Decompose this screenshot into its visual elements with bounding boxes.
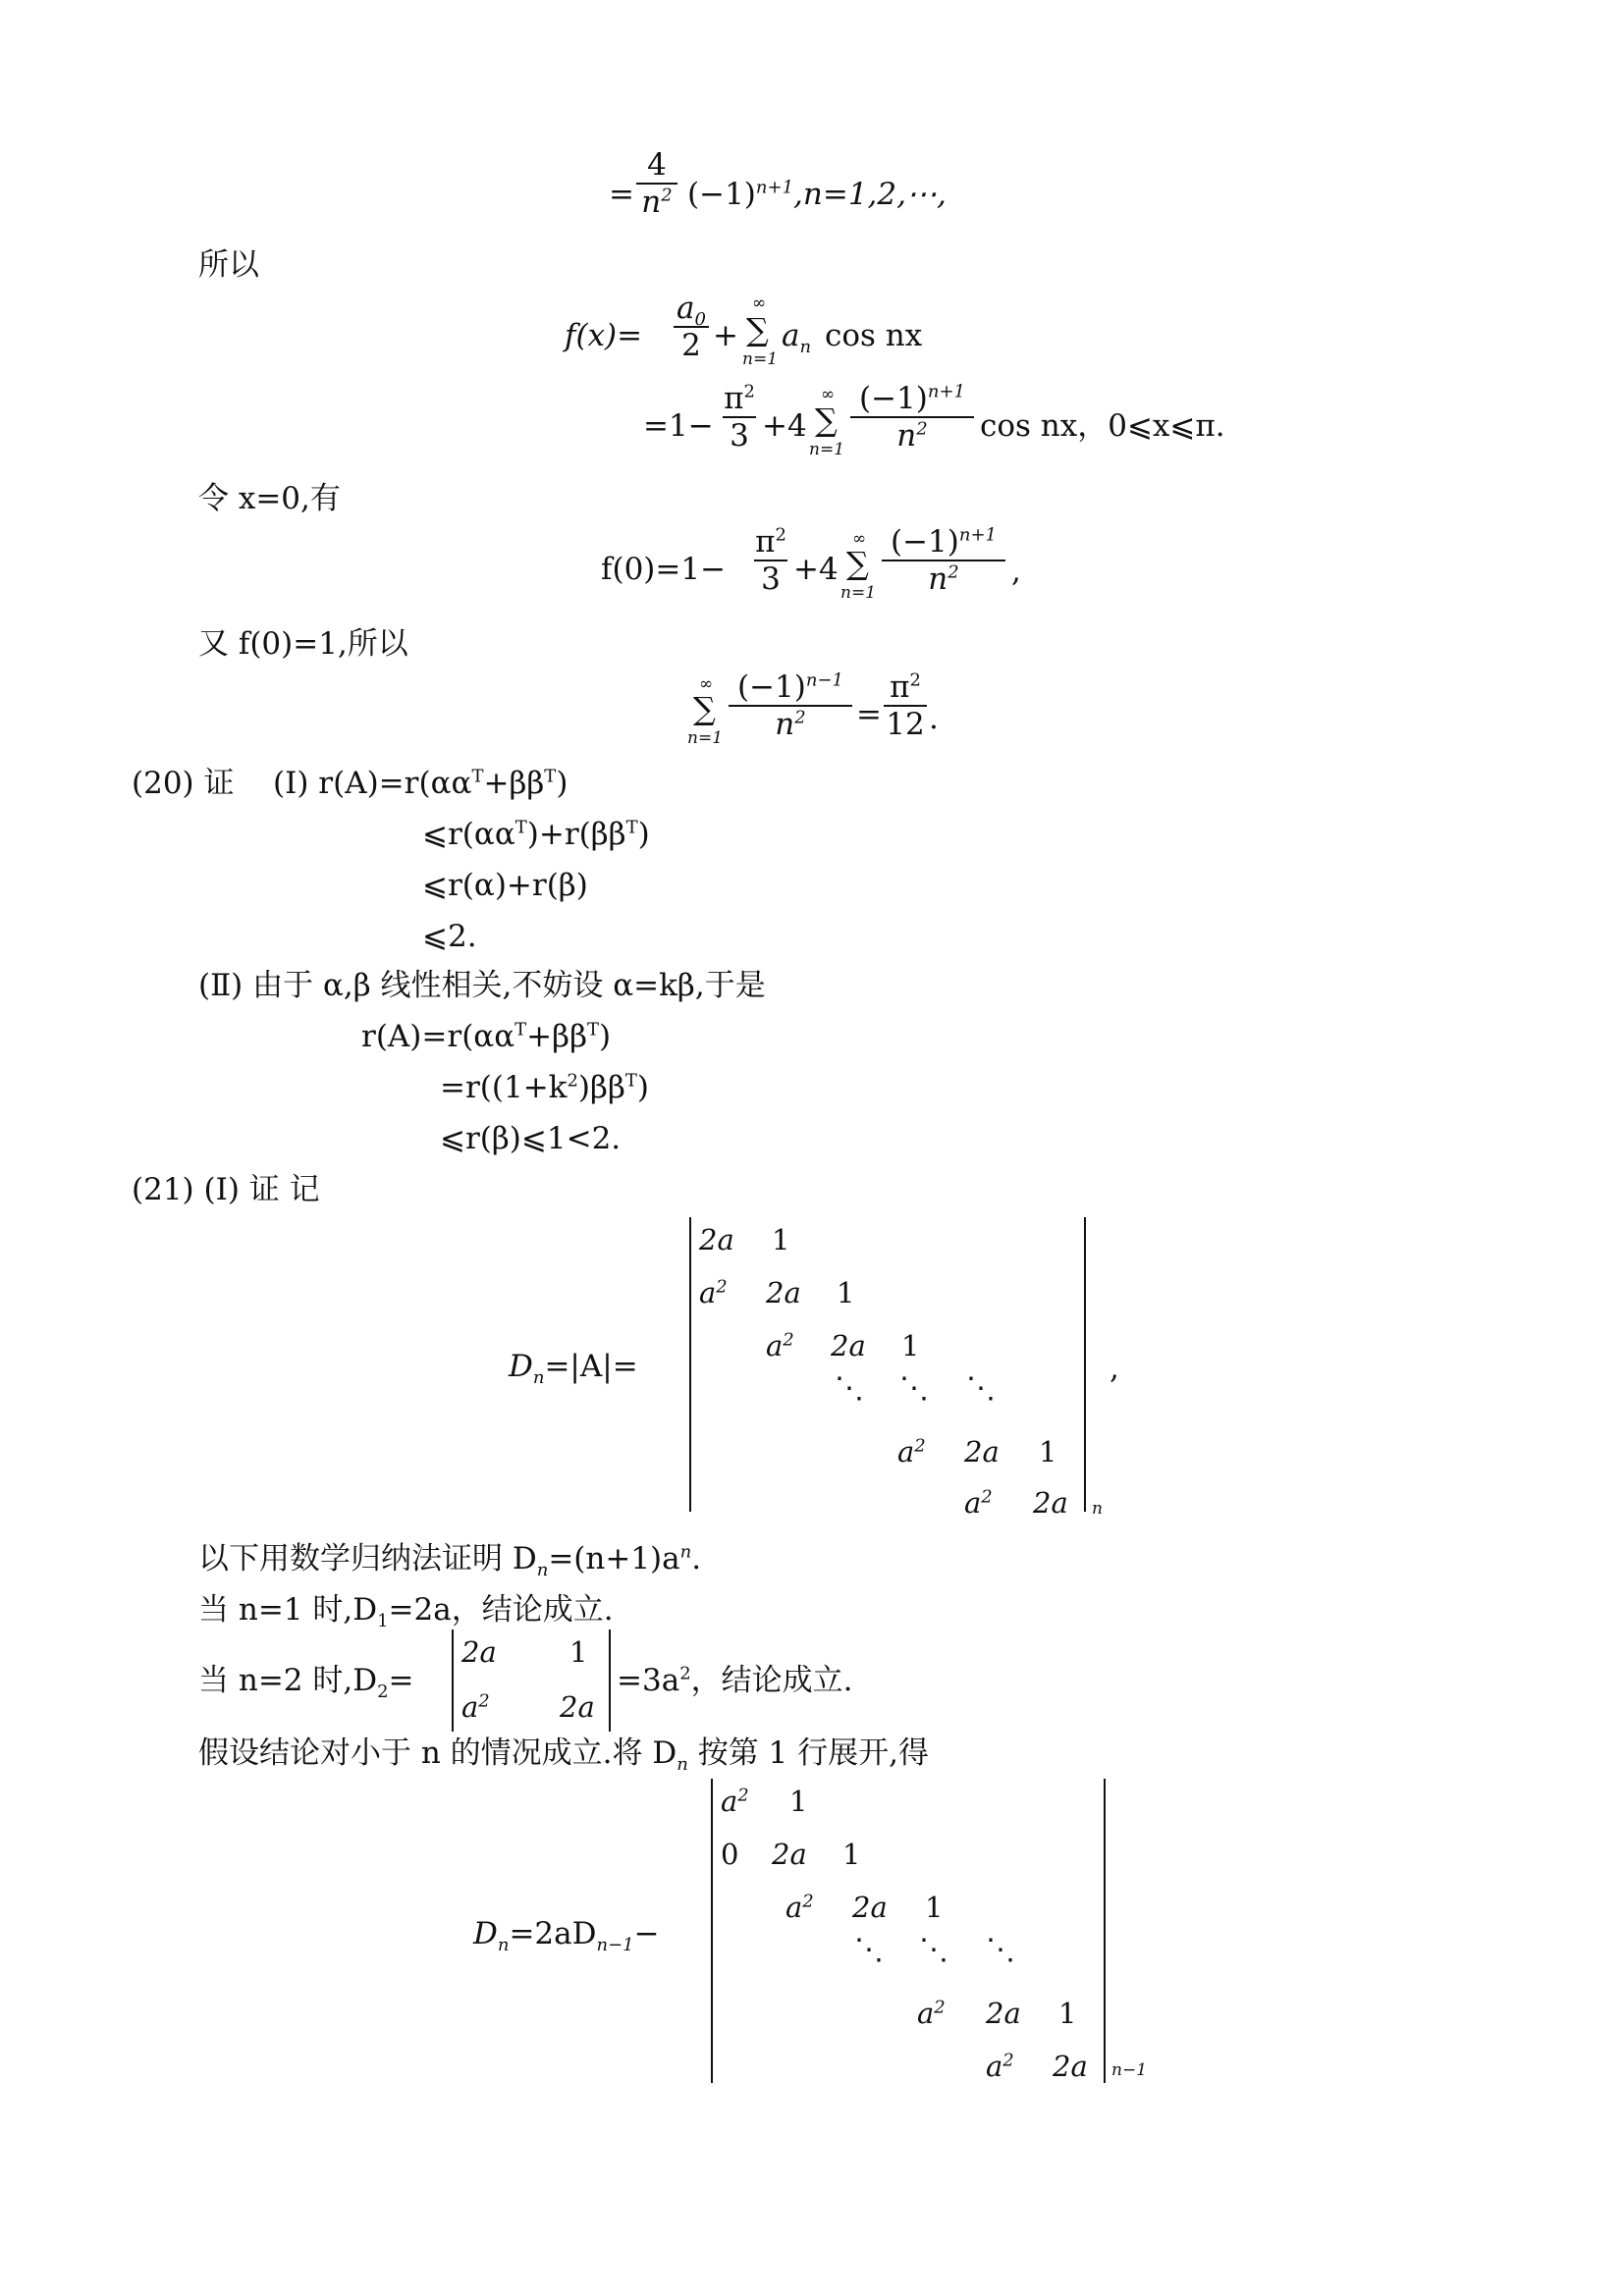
fx-lhs: f(x)= (565, 318, 643, 353)
diag-dots: ⋱ (966, 1371, 996, 1406)
sum-bottom: n=1 (742, 349, 779, 369)
frac-num: $(-1)^{n-1}$ (736, 669, 844, 705)
det-cell: 1 (837, 1276, 855, 1309)
induct-line: 以下用数学归纳法证明 $D_n=(n+1)a^n$. (198, 1541, 702, 1581)
det3-cell: 2a (1053, 2050, 1088, 2083)
fraction-a0-over-2 (674, 291, 709, 363)
frac-num: $(-1)^{n+1}$ (858, 381, 966, 416)
frac-den: $n^2$ (896, 418, 928, 454)
sum-top: ∞ (699, 674, 714, 694)
det3-cell: $a^2$ (986, 2050, 1014, 2083)
p20-m2: $=r((1+k^2)\beta\beta^T)$ (440, 1070, 649, 1105)
det-comma: , (1110, 1351, 1119, 1386)
fx-line2-eq: =1− (643, 408, 714, 444)
det3-cell: 0 (721, 1838, 739, 1871)
assume-line: 假设结论对小于 n 的情况成立.将 $D_n$ 按第 1 行展开,得 (198, 1735, 929, 1776)
frac-den: 12 (886, 707, 925, 742)
frac-num: $\pi^2$ (724, 381, 755, 416)
sum-top: ∞ (752, 294, 767, 313)
fx-cos: cos nx (825, 318, 923, 353)
frac-den: 3 (730, 418, 749, 454)
fx-cos2: cos nx，0⩽x⩽π. (980, 408, 1225, 444)
det-cell: 1 (772, 1223, 790, 1256)
fx-term: $a_n$ (782, 318, 812, 358)
det3-cell: 2a (986, 1997, 1021, 2030)
det-cell: $a^2$ (964, 1486, 993, 1520)
sum-symbol: ∑ (846, 545, 869, 582)
p20-m3: ⩽r(β)⩽1<2. (440, 1121, 622, 1156)
sum-symbol: ∑ (815, 401, 838, 439)
frac-num: $\pi^2$ (890, 669, 921, 705)
p20-line2: $⩽r(\alpha\alpha^T)+r(\beta\beta^T)$ (422, 817, 650, 852)
det2-cell: 2a (560, 1690, 595, 1724)
dn-lhs: $D_n=|A|=$ (509, 1349, 638, 1389)
f0-plus4: +4 (793, 552, 839, 587)
fraction-pi2-over-3 (723, 381, 756, 454)
det3-cell: 1 (842, 1838, 861, 1871)
fraction-pi2-over-3 (754, 524, 787, 597)
fx-plus: + (713, 318, 738, 353)
det3-cell: 1 (1058, 1997, 1077, 2030)
frac-num: 4 (647, 147, 667, 183)
sum-bottom: n=1 (840, 583, 877, 603)
f0-comma: , (1011, 554, 1021, 589)
det3-cell: 1 (789, 1785, 808, 1818)
frac-num: $\pi^2$ (755, 524, 786, 560)
fraction-series (729, 669, 852, 742)
fraction-series (882, 524, 1005, 597)
det-cell: 2a (964, 1435, 1000, 1468)
det3-right-bar (1104, 1779, 1106, 2083)
p20-line4: ⩽2. (422, 919, 477, 954)
det3-cell: $a^2$ (785, 1891, 814, 1924)
det-right-bar (1084, 1217, 1086, 1512)
p20-line3: ⩽r(α)+r(β) (422, 868, 588, 903)
frac-den: $n^2$ (928, 561, 959, 597)
p20-m1: $r(A)=r(\alpha\alpha^T+\beta\beta^T)$ (361, 1019, 612, 1054)
det2-right-bar (609, 1629, 611, 1732)
frac-den: $n^2$ (641, 185, 673, 220)
sumres-dot: . (929, 701, 939, 736)
det-left-bar (689, 1217, 691, 1512)
det3-cell: $a^2$ (917, 1997, 946, 2030)
eq-prefix: = (609, 177, 634, 212)
det-order: n (1092, 1499, 1103, 1519)
det-cell: 2a (1033, 1486, 1068, 1520)
diag-dots: ⋱ (835, 1371, 864, 1406)
diag-dots: ⋱ (986, 1933, 1015, 1967)
sum-symbol: ∑ (693, 690, 716, 727)
diag-dots: ⋱ (899, 1371, 929, 1406)
you-line: 又 f(0)=1,所以 (198, 626, 408, 662)
top-tail: $(-1)^{n+1},n=1,2,\cdots$, (687, 177, 947, 212)
frac-den: 3 (761, 561, 781, 597)
det-cell: 2a (766, 1276, 801, 1309)
det3-left-bar (711, 1779, 713, 2083)
ling-line: 令 x=0,有 (198, 481, 341, 516)
sum-symbol: ∑ (746, 311, 769, 348)
diag-dots: ⋱ (854, 1933, 884, 1967)
p21-label: (21) (Ⅰ) 证 记 (132, 1172, 320, 1207)
det2-left-bar (452, 1629, 454, 1732)
det-cell: $a^2$ (897, 1435, 926, 1468)
n1-line: 当 n=1 时$,D_1=2a$，结论成立. (198, 1592, 614, 1632)
n2-line: 当 n=2 时$,D_2=$ (198, 1663, 414, 1703)
det-cell: $a^2$ (699, 1276, 728, 1309)
fx-plus4: +4 (762, 408, 807, 444)
f0-lhs: f(0)=1− (601, 552, 727, 587)
det2-cell: $a^2$ (461, 1690, 490, 1724)
fraction-series (850, 381, 974, 454)
diag-dots: ⋱ (919, 1933, 948, 1967)
exp-lhs: $D_n=2aD_{n-1}-$ (473, 1916, 660, 1956)
frac-num: $(-1)^{n+1}$ (890, 524, 998, 560)
frac-num: $a_0$ (677, 291, 706, 331)
det3-order: n−1 (1111, 2060, 1148, 2080)
det3-cell: 1 (925, 1891, 944, 1924)
fraction-pi2-over-12 (884, 669, 927, 742)
det3-cell: 2a (772, 1838, 807, 1871)
det2-cell: 1 (569, 1635, 588, 1669)
p20-part1: (Ⅰ) $r(A)=r(\alpha\alpha^T+\beta\beta^T)$ (273, 766, 568, 801)
det-cell: $a^2$ (766, 1329, 794, 1362)
sum-top: ∞ (821, 385, 836, 404)
det-cell: 1 (1039, 1435, 1057, 1468)
det-cell: 2a (699, 1223, 734, 1256)
p20-part2: (Ⅱ) 由于 α,β 线性相关,不妨设 α=kβ,于是 (198, 968, 766, 1003)
n2-rest: $=3a^2$，结论成立. (617, 1663, 853, 1698)
det-cell: 2a (831, 1329, 866, 1362)
sumres-eq: = (856, 697, 882, 732)
suoyi-1: 所以 (198, 247, 259, 283)
det3-cell: 2a (852, 1891, 888, 1924)
sum-bottom: n=1 (687, 728, 724, 748)
sum-bottom: n=1 (809, 440, 845, 459)
fraction-4-over-n2 (636, 147, 677, 220)
det3-cell: $a^2$ (721, 1785, 749, 1818)
frac-den: $n^2$ (775, 707, 806, 742)
det-cell: 1 (901, 1329, 920, 1362)
sum-top: ∞ (852, 529, 867, 549)
frac-den: 2 (681, 328, 701, 363)
det2-cell: 2a (461, 1635, 497, 1669)
p20-label: (20) 证 (132, 766, 235, 801)
